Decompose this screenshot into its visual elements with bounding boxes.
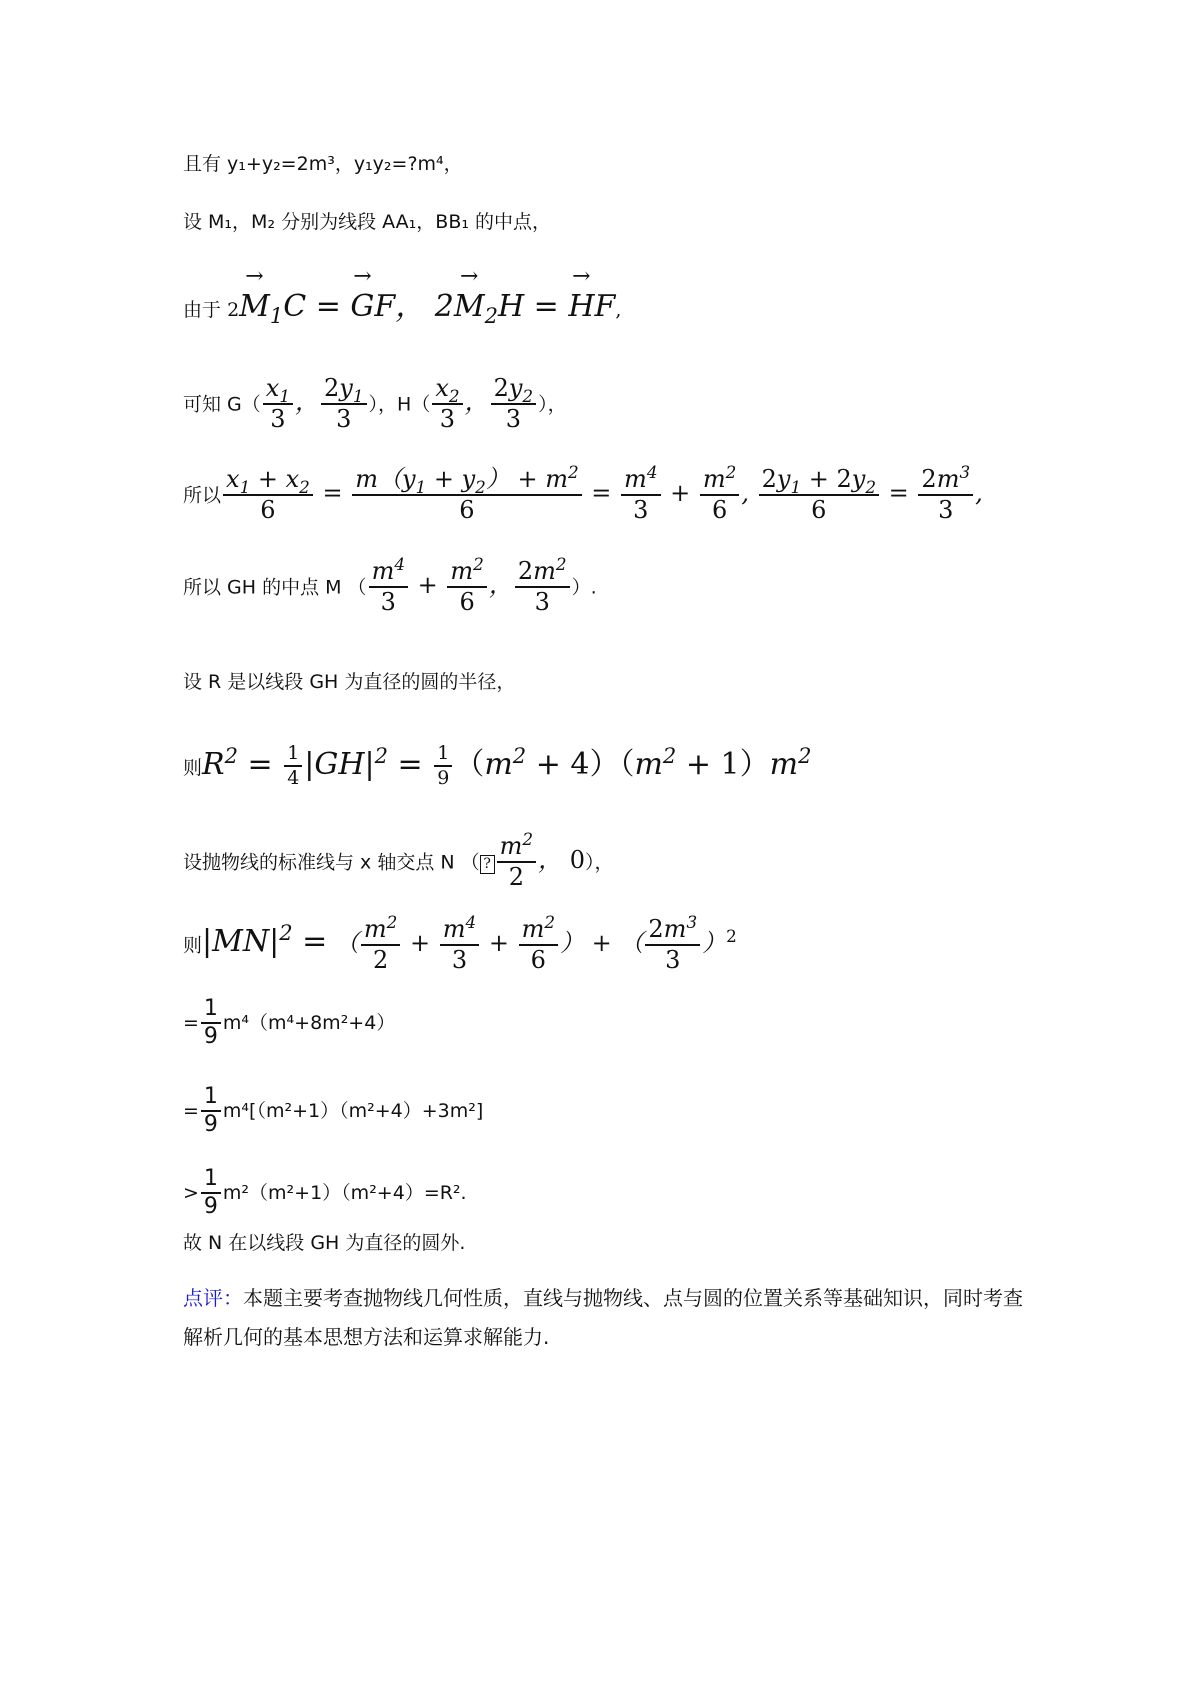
label-then-2: 则 bbox=[183, 934, 203, 957]
step-2-expression: m⁴[（m²+1）（m²+4）+3m²] bbox=[222, 1099, 484, 1122]
comment-paragraph bbox=[183, 1279, 1033, 1357]
text-line-step-3: > $\frac{1}{9}$ m²（m²+1）（m²+4）=R². bbox=[183, 1166, 467, 1220]
text-line-step-1: = $\frac{1}{9}$ m⁴（m⁴+8m²+4） bbox=[183, 996, 396, 1050]
step-3-expression: m²（m²+1）（m²+4）=R². bbox=[222, 1181, 467, 1204]
step-1-expression: m⁴（m⁴+8m²+4） bbox=[222, 1011, 396, 1034]
text-line-sum-equation bbox=[183, 462, 983, 525]
text-line-midpoints: 设 M₁，M₂ 分别为线段 AA₁，BB₁ 的中点， bbox=[183, 211, 552, 233]
midpoint-m-expression: $\frac{m^4}{3}$ + $\frac{m^2}{6}$ ， $\frac{2m^2}{3}$ bbox=[367, 571, 572, 599]
text-line-conclusion: 故 N 在以线段 GH 为直径的圆外. bbox=[183, 1232, 466, 1254]
comment-label: 点评： bbox=[183, 1286, 243, 1310]
text-line-point-n: 设抛物线的标准线与 x 轴交点 N （ ? $\frac{m^2}{2}$ ， 0）， bbox=[183, 829, 614, 891]
text-line-midpoint-m: 所以 GH 的中点 M （ $\frac{m^4}{3}$ + $\frac{m^2}{6}$ ， $\frac{2m^2}{3}$ ）. bbox=[183, 554, 597, 616]
label-midpoint: 所以 GH 的中点 M （ bbox=[183, 576, 367, 599]
text-line-gh-coordinates: 可知 G（ $\frac{x_1}{3}$ ， $\frac{2y_1}{3}$ ），H（ $\frac{x_2}{3}$ ， $\frac{2y_2}{3}$ ）， bbox=[183, 374, 567, 433]
text-line-mn-squared bbox=[183, 912, 737, 975]
vector-equation: $2\to M_1C$ = → GF， $2\to M_2H$ = → HF, bbox=[227, 299, 621, 321]
label-then: 则 bbox=[183, 756, 203, 779]
text-line-r-squared bbox=[183, 742, 811, 790]
text-line-vector-relation bbox=[183, 289, 622, 328]
text-line-step-2: = $\frac{1}{9}$ m⁴[（m²+1）（m²+4）+3m²] bbox=[183, 1084, 484, 1138]
sum-equation: $\frac{x_1 + x_2}{6}$ = $\frac{m(y_1 + y_2) + m^2}{6}$ = $\frac{m^4}{3}$ + $\frac{m^2}{6}$ , $\frac{2y_1 + 2y_2}{6}$ = $\frac{2m^3}{3}$ , bbox=[221, 479, 983, 507]
label-because: 由于 bbox=[183, 299, 222, 321]
label-g: 可知 G（ bbox=[183, 393, 261, 416]
mn-squared-equation: $|MN|^2$ = （ $\frac{m^2}{2}$ + $\frac{m^4}{3}$ + $\frac{m^2}{6}$ ） + （ $\frac{2m^3}{3}$ ）$^2$ bbox=[202, 912, 737, 974]
text-line-sum-product: 且有 y₁+y₂=2m³，y₁y₂=?m⁴， bbox=[183, 153, 463, 175]
comment-text: 本题主要考查抛物线几何性质，直线与抛物线、点与圆的位置关系等基础知识，同时考查解析几何的基本思想方法和运算求解能力. bbox=[183, 1286, 1023, 1349]
r-squared-equation: $R^2$ = $\frac{1}{4}$ $|GH|^2$ = $\frac{1}{9}$ $(m^2 + 4)(m^2 + 1)m^2$ bbox=[202, 742, 812, 789]
label-so: 所以 bbox=[183, 484, 222, 507]
point-n-coordinates: ? $\frac{m^2}{2}$ ， 0 bbox=[480, 846, 585, 874]
text-line-radius: 设 R 是以线段 GH 为直径的圆的半径， bbox=[183, 671, 516, 693]
label-point-n: 设抛物线的标准线与 x 轴交点 N （ bbox=[183, 851, 480, 874]
coordinates-gh: $\frac{x_1}{3}$ ， $\frac{2y_1}{3}$ bbox=[261, 388, 369, 416]
